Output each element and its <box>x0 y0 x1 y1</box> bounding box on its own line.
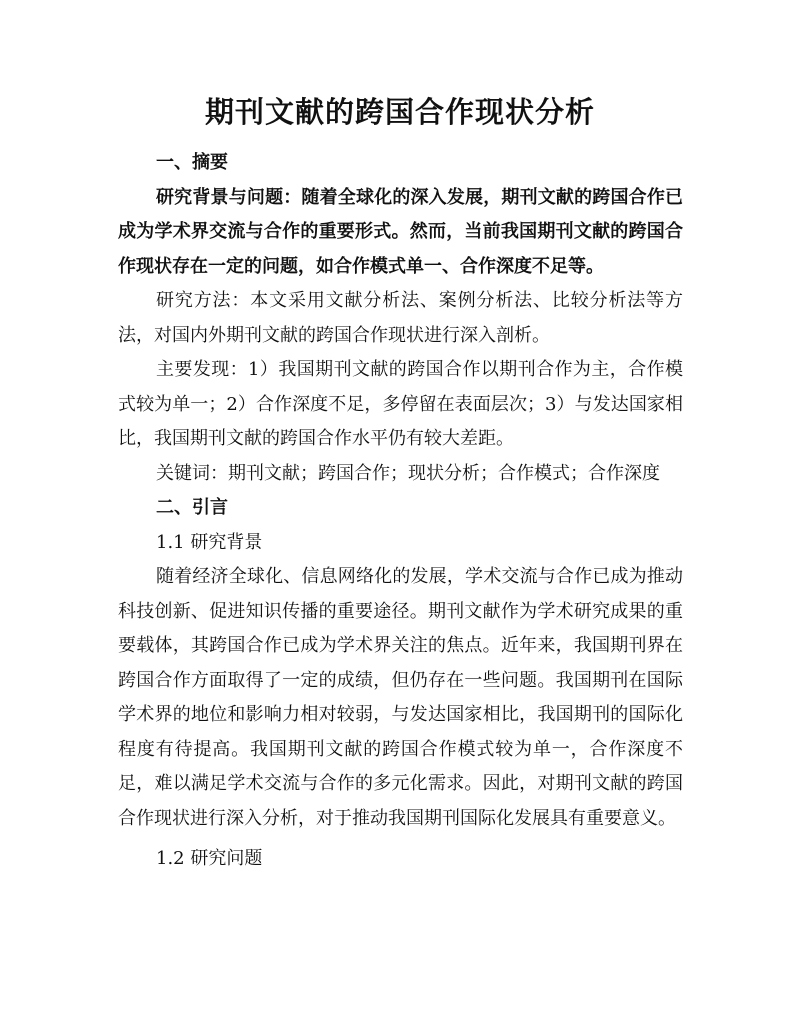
abstract-methods-paragraph: 研究方法：本文采用文献分析法、案例分析法、比较分析法等方法，对国内外期刊文献的跨国合作现状进行深入剖析。 <box>118 290 683 346</box>
keywords-line: 关键词：期刊文献；跨国合作；现状分析；合作模式；合作深度 <box>156 462 660 484</box>
abstract-background-paragraph: 研究背景与问题：随着全球化的深入发展，期刊文献的跨国合作已成为学术界交流与合作的重要形式。然而，当前我国期刊文献的跨国合作现状存在一定的问题，如合作模式单一、合作深度不足等。 <box>118 186 683 277</box>
document-title: 期刊文献的跨国合作现状分析 <box>204 95 595 129</box>
section-1-1-heading: 1.1 研究背景 <box>156 531 263 553</box>
abstract-findings-paragraph: 主要发现：1）我国期刊文献的跨国合作以期刊合作为主，合作模式较为单一；2）合作深度不足，多停留在表面层次；3）与发达国家相比，我国期刊文献的跨国合作水平仍有较大差距。 <box>118 359 683 449</box>
section-1-1-paragraph: 随着经济全球化、信息网络化的发展，学术交流与合作已成为推动科技创新、促进知识传播的重要途径。期刊文献作为学术研究成果的重要载体，其跨国合作已成为学术界关注的焦点。近年来，我国期刊界在跨国合作方面取得了一定的成绩，但仍存在一些问题。我国期刊在国际学术界的地位和影响力相对较弱，与发达国家相比，我国期刊的国际化程度有待提高。我国期刊文献的跨国合作模式较为单一，合作深度不足，难以满足学术交流与合作的多元化需求。因此，对期刊文献的跨国合作现状进行深入分析，对于推动我国期刊国际化发展具有重要意义。 <box>118 566 683 829</box>
abstract-heading: 一、摘要 <box>156 152 228 173</box>
section-1-2-heading: 1.2 研究问题 <box>156 848 263 869</box>
document-body <box>118 146 683 877</box>
intro-heading: 二、引言 <box>156 497 228 518</box>
